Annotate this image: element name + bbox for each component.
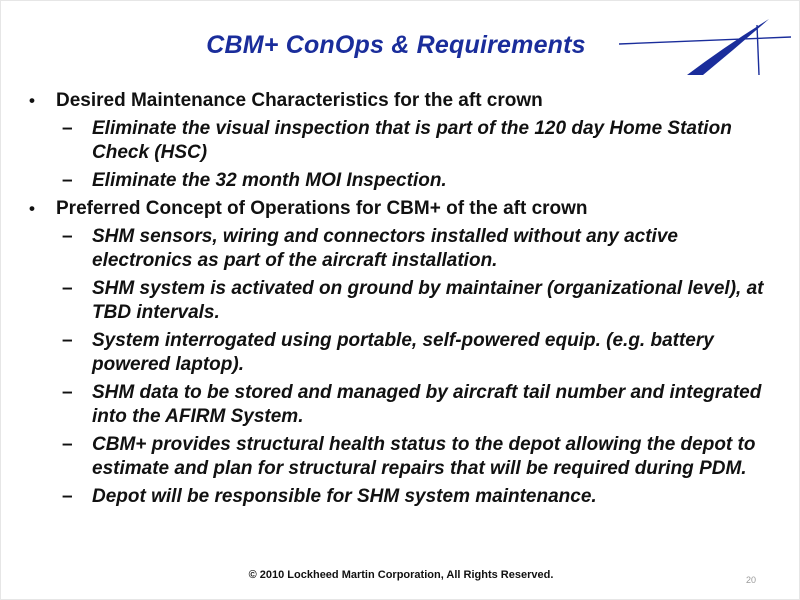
sub-bullet-text: System interrogated using portable, self-powered equip. (e.g. battery powered laptop). (92, 330, 714, 375)
dash-marker: – (62, 118, 73, 139)
dash-marker: – (62, 330, 73, 351)
sub-bullet (62, 277, 779, 325)
copyright-footer: © 2010 Lockheed Martin Corporation, All Rights Reserved. (248, 569, 554, 581)
sub-bullet (62, 381, 779, 429)
sub-bullet (62, 169, 779, 193)
dash-marker: – (62, 486, 73, 507)
slide-body (29, 89, 779, 513)
sub-bullet (62, 485, 779, 509)
dash-marker: – (62, 278, 73, 299)
slide-title: CBM+ ConOps & Requirements (206, 31, 586, 59)
bullet-dot: • (29, 199, 35, 218)
sub-bullet-text: SHM system is activated on ground by maintainer (organizational level), at TBD intervals. (92, 278, 764, 323)
dash-marker: – (62, 434, 73, 455)
page-number: 20 (745, 575, 756, 585)
bullet-section-maintenance (29, 89, 779, 113)
sub-bullet-text: SHM data to be stored and managed by aircraft tail number and integrated into the AFIRM System. (92, 382, 762, 427)
dash-marker: – (62, 226, 73, 247)
sub-bullet-text: Eliminate the 32 month MOI Inspection. (92, 170, 447, 191)
bullet-heading: Desired Maintenance Characteristics for the aft crown (56, 90, 543, 111)
dash-marker: – (62, 382, 73, 403)
bullet-section-conops (29, 197, 779, 221)
sub-bullet (62, 433, 779, 481)
lockheed-martin-star-icon (619, 17, 791, 79)
sub-bullet-text: Depot will be responsible for SHM system maintenance. (92, 486, 597, 507)
sub-bullet (62, 225, 779, 273)
bullet-heading: Preferred Concept of Operations for CBM+ of the aft crown (56, 198, 588, 219)
bullet-dot: • (29, 91, 35, 110)
sub-bullet (62, 329, 779, 377)
sub-bullet-text: Eliminate the visual inspection that is part of the 120 day Home Station Check (HSC) (92, 118, 732, 163)
sub-bullet-text: CBM+ provides structural health status to the depot allowing the depot to estimate and plan for structural repairs that will be required during PDM. (92, 434, 756, 479)
sub-bullet-text: SHM sensors, wiring and connectors installed without any active electronics as part of the aircraft installation. (92, 226, 678, 271)
dash-marker: – (62, 170, 73, 191)
sub-bullet (62, 117, 779, 165)
